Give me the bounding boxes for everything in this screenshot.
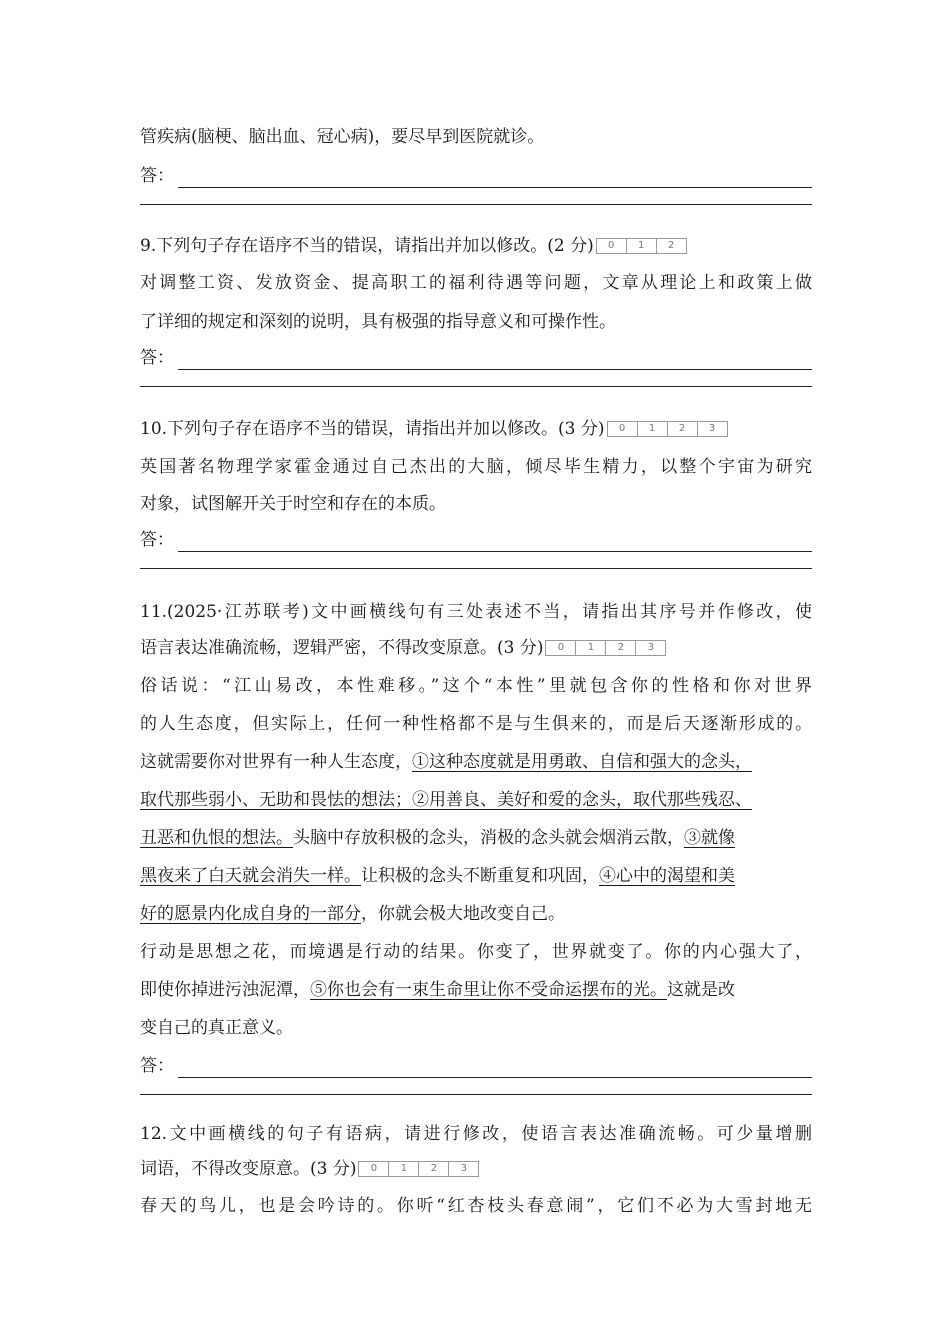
q10-stem xyxy=(140,417,728,441)
q10-score-box[interactable] xyxy=(607,421,728,437)
q11-passage-line-3 xyxy=(140,750,752,774)
answer-label: 答： xyxy=(140,166,174,186)
q8-answer-rule-2[interactable] xyxy=(140,204,812,205)
passage-text: 头脑中存放积极的念头，消极的念头就会烟消云散， xyxy=(293,828,684,848)
passage-text: 这就需要你对世界有一种人生态度， xyxy=(140,752,412,772)
answer-label: 答： xyxy=(140,348,174,368)
q9-text-line-2: 了详细的规定和深刻的说明，具有极强的指导意义和可操作性。 xyxy=(140,312,616,332)
q10-answer-rule-2[interactable] xyxy=(140,568,812,569)
answer-label: 答： xyxy=(140,1056,174,1076)
q8-text-tail: 管疾病(脑梗、脑出血、冠心病)，要尽早到医院就诊。 xyxy=(140,127,545,147)
q10-text-line-1: 英国著名物理学家霍金通过自己杰出的大脑，倾尽毕生精力，以整个宇宙为研究 xyxy=(140,457,812,477)
underlined-sentence-1-cont: 取代那些弱小、无助和畏怯的想法； xyxy=(140,790,412,810)
q11-stem-line-1: 11.(2025·江苏联考)文中画横线句有三处表述不当，请指出其序号并作修改，使 xyxy=(140,602,812,622)
score-cell[interactable]: 2 xyxy=(606,641,636,655)
q11-stem-text: 语言表达准确流畅，逻辑严密，不得改变原意。(3 分) xyxy=(140,638,544,658)
score-cell[interactable]: 2 xyxy=(419,1162,449,1176)
passage-text: 即使你掉进污浊泥潭， xyxy=(140,980,310,1000)
score-cell[interactable]: 3 xyxy=(647,642,655,653)
q11-score-box[interactable] xyxy=(545,640,666,656)
q10-text-line-2: 对象，试图解开关于时空和存在的本质。 xyxy=(140,494,446,514)
q12-text-line-1: 春天的鸟儿，也是会吟诗的。你听“红杏枝头春意闹”，它们不必为大雪封地无 xyxy=(140,1196,812,1216)
q12-stem-text: 词语，不得改变原意。(3 分) xyxy=(140,1159,357,1179)
score-cell[interactable]: 3 xyxy=(460,1163,468,1174)
q12-stem-line-1: 12.文中画横线的句子有语病，请进行修改，使语言表达准确流畅。可少量增删 xyxy=(140,1124,812,1144)
underlined-sentence-5: ⑤你也会有一束生命里让你不受命运摆布的光。 xyxy=(310,980,667,1000)
q9-answer-rule-2[interactable] xyxy=(140,386,812,387)
score-cell[interactable]: 1 xyxy=(627,239,657,253)
answer-label: 答： xyxy=(140,530,174,550)
answer-rule xyxy=(178,1061,812,1078)
q11-passage-line-9 xyxy=(140,978,735,1002)
score-cell[interactable]: 0 xyxy=(546,641,576,655)
q9-text-line-1: 对调整工资、发放资金、提高职工的福利待遇等问题，文章从理论上和政策上做 xyxy=(140,273,812,293)
q11-passage-line-2: 的人生态度，但实际上，任何一种性格都不是与生俱来的，而是后天逐渐形成的。 xyxy=(140,714,812,734)
underlined-sentence-3-cont: 黑夜来了白天就会消失一样。 xyxy=(140,866,361,886)
score-cell[interactable]: 3 xyxy=(708,423,716,434)
q10-stem-text: 10.下列句子存在语序不当的错误，请指出并加以修改。(3 分) xyxy=(140,419,605,439)
underlined-sentence-1: ①这种态度就是用勇敢、自信和强大的念头， xyxy=(412,752,752,772)
q9-stem xyxy=(140,234,687,258)
q11-answer-rule-2[interactable] xyxy=(140,1094,812,1095)
q12-score-box[interactable] xyxy=(358,1161,479,1177)
answer-rule xyxy=(178,171,812,188)
answer-rule xyxy=(178,353,812,370)
score-cell[interactable]: 0 xyxy=(608,422,638,436)
q8-answer-line[interactable] xyxy=(140,164,812,188)
underlined-sentence-4-cont: 好的愿景内化成自身的一部分 xyxy=(140,904,361,924)
q11-answer-line[interactable] xyxy=(140,1054,812,1078)
q9-answer-line[interactable] xyxy=(140,346,812,370)
underlined-sentence-3: ③就像 xyxy=(684,828,735,848)
passage-text: 这就是改 xyxy=(667,980,735,1000)
passage-text: 让积极的念头不断重复和巩固， xyxy=(361,866,599,886)
q9-stem-text: 9.下列句子存在语序不当的错误，请指出并加以修改。(2 分) xyxy=(140,236,594,256)
score-cell[interactable]: 0 xyxy=(597,239,627,253)
q10-answer-line[interactable] xyxy=(140,528,812,552)
score-cell[interactable]: 1 xyxy=(576,641,606,655)
q11-passage-line-1: 俗话说：“江山易改，本性难移。”这个“本性”里就包含你的性格和你对世界 xyxy=(140,676,812,696)
underlined-sentence-2-cont: 丑恶和仇恨的想法。 xyxy=(140,828,293,848)
q11-passage-line-8: 行动是思想之花，而境遇是行动的结果。你变了，世界就变了。你的内心强大了， xyxy=(140,942,812,962)
underlined-sentence-4: ④心中的渴望和美 xyxy=(599,866,735,886)
q12-stem-line-2 xyxy=(140,1157,479,1181)
answer-rule xyxy=(178,535,812,552)
score-cell[interactable]: 1 xyxy=(389,1162,419,1176)
q11-passage-line-10: 变自己的真正意义。 xyxy=(140,1018,293,1038)
q11-passage-line-4 xyxy=(140,788,752,812)
q11-passage-line-5 xyxy=(140,826,735,850)
q11-passage-line-7 xyxy=(140,902,565,926)
passage-text: ，你就会极大地改变自己。 xyxy=(361,904,565,924)
underlined-sentence-2: ②用善良、美好和爱的念头，取代那些残忍、 xyxy=(412,790,752,810)
score-cell[interactable]: 1 xyxy=(638,422,668,436)
q11-stem-line-2 xyxy=(140,636,666,660)
score-cell[interactable]: 2 xyxy=(668,422,698,436)
score-cell[interactable]: 2 xyxy=(668,240,675,251)
q9-score-box[interactable] xyxy=(596,238,687,254)
q11-passage-line-6 xyxy=(140,864,735,888)
score-cell[interactable]: 0 xyxy=(359,1162,389,1176)
